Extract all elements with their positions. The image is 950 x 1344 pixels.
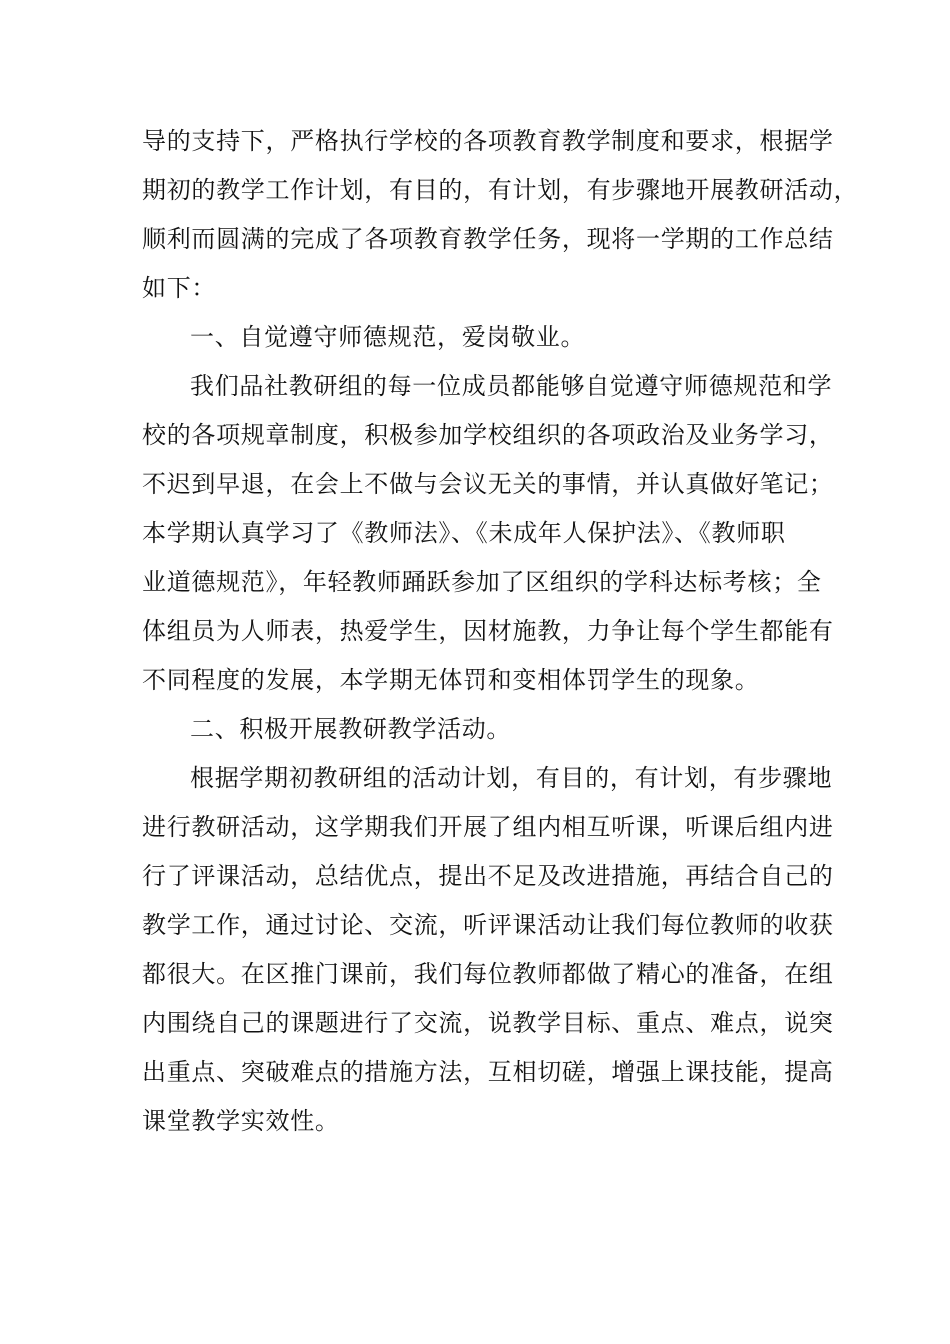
paragraph-line: 如下： xyxy=(142,274,217,302)
paragraph-line: 不迟到早退，在会上不做与会议无关的事情，并认真做好笔记； xyxy=(142,470,834,498)
paragraph-line: 进行教研活动，这学期我们开展了组内相互听课，听课后组内进 xyxy=(142,813,834,841)
paragraph-line: 业道德规范》，年轻教师踊跃参加了区组织的学科达标考核；全 xyxy=(142,568,822,596)
document-body xyxy=(142,122,859,1151)
paragraph-line: 教学工作，通过讨论、交流，听评课活动让我们每位教师的收获 xyxy=(142,911,834,939)
paragraph-line: 我们品社教研组的每一位成员都能够自觉遵守师德规范和学 xyxy=(190,372,833,400)
section-heading-1: 一、自觉遵守师德规范，爱岗敬业。 xyxy=(190,323,586,351)
paragraph-line: 体组员为人师表，热爱学生，因材施教，力争让每个学生都能有 xyxy=(142,617,834,645)
paragraph-line: 都很大。在区推门课前，我们每位教师都做了精心的准备，在组 xyxy=(142,960,834,988)
paragraph-line: 出重点、突破难点的措施方法，互相切磋，增强上课技能，提高 xyxy=(142,1058,834,1086)
paragraph-line: 行了评课活动，总结优点，提出不足及改进措施，再结合自己的 xyxy=(142,862,834,890)
paragraph-line: 导的支持下，严格执行学校的各项教育教学制度和要求，根据学 xyxy=(142,127,834,155)
paragraph-line: 本学期认真学习了《教师法》、《未成年人保护法》、《教师职 xyxy=(142,519,786,547)
paragraph-line: 课堂教学实效性。 xyxy=(142,1107,340,1135)
paragraph-line: 期初的教学工作计划，有目的，有计划，有步骤地开展教研活动， xyxy=(142,176,859,204)
paragraph-line: 顺利而圆满的完成了各项教育教学任务，现将一学期的工作总结 xyxy=(142,225,834,253)
paragraph-line: 内围绕自己的课题进行了交流，说教学目标、重点、难点，说突 xyxy=(142,1009,834,1037)
paragraph-line: 根据学期初教研组的活动计划，有目的，有计划，有步骤地 xyxy=(190,764,833,792)
paragraph-line: 不同程度的发展，本学期无体罚和变相体罚学生的现象。 xyxy=(142,666,760,694)
paragraph-line: 校的各项规章制度，积极参加学校组织的各项政治及业务学习， xyxy=(142,421,834,449)
section-heading-2: 二、积极开展教研教学活动。 xyxy=(190,715,512,743)
